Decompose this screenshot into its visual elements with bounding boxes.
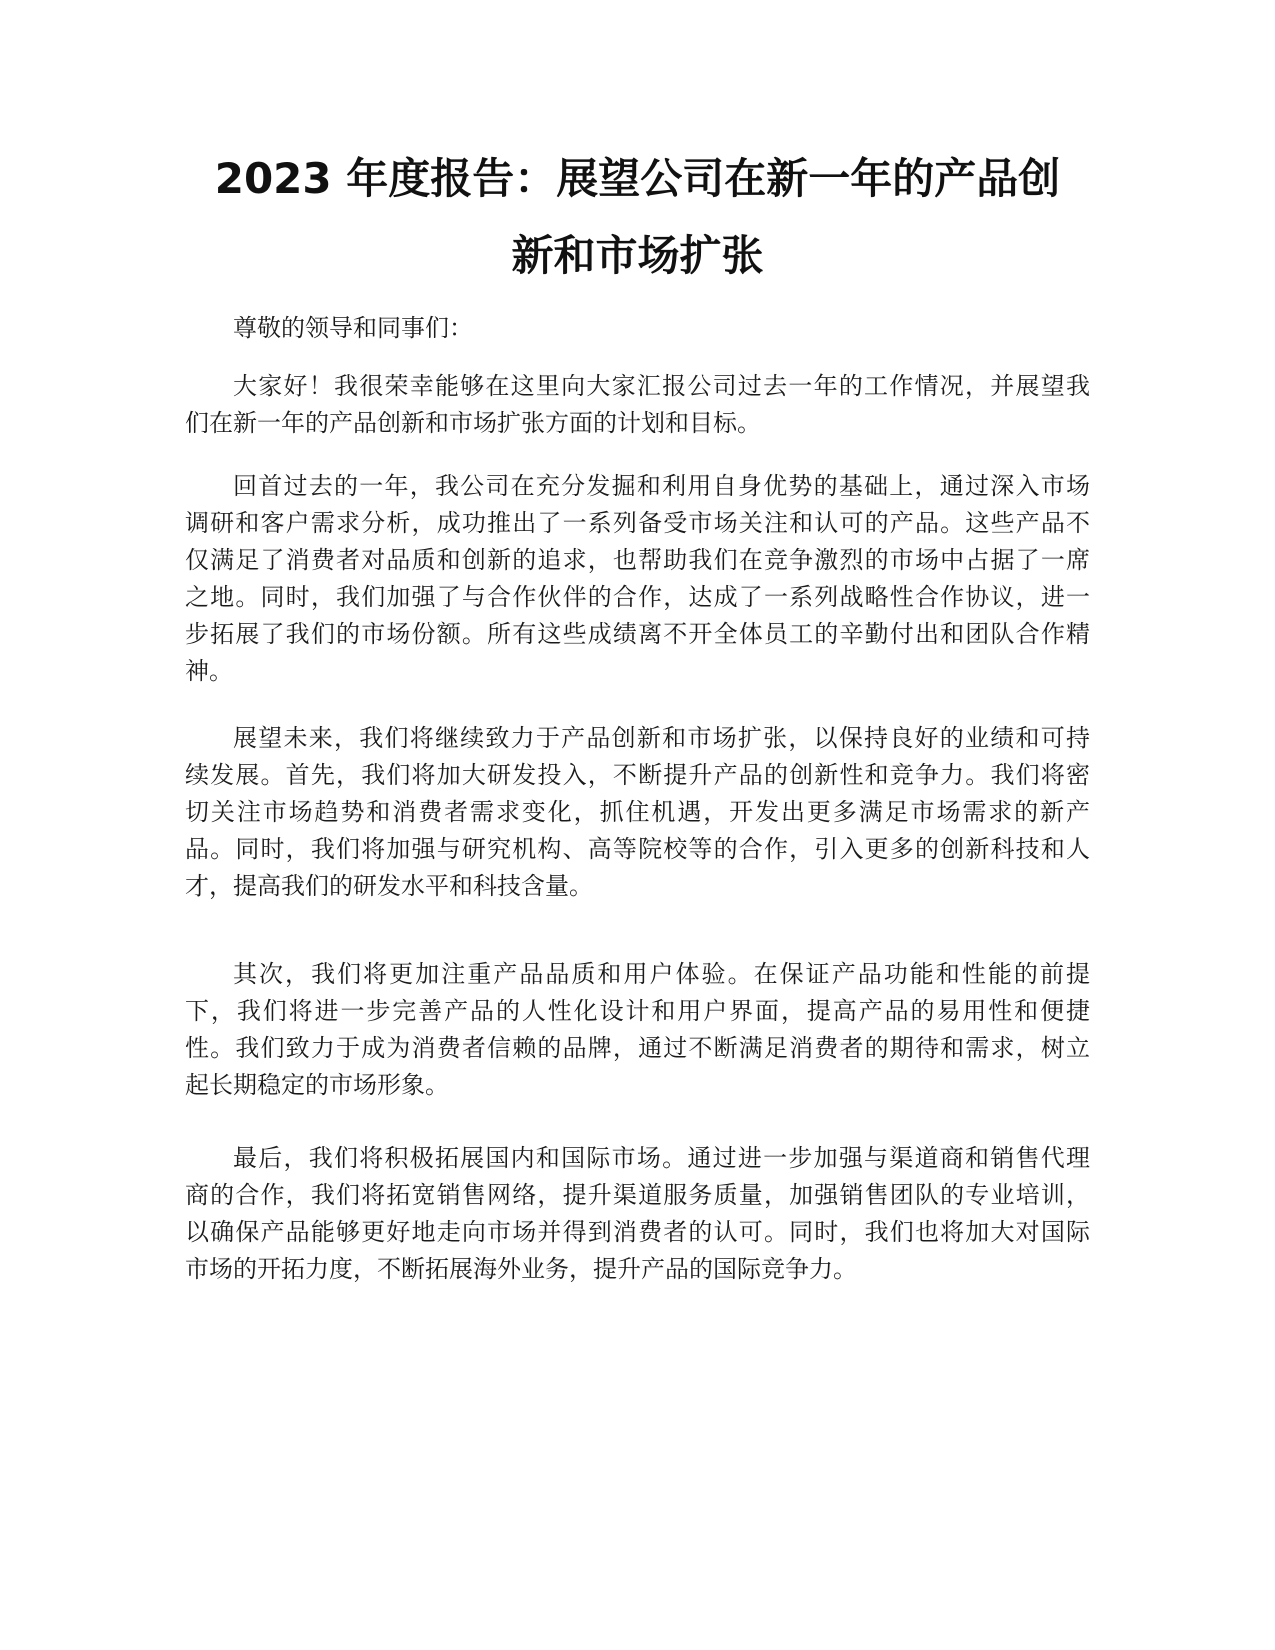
- title-line: 2023 年度报告：展望公司在新一年的产品创: [214, 154, 1061, 203]
- paragraph-line: 调研和客户需求分析，成功推出了一系列备受市场关注和认可的产品。这些产品不: [185, 509, 1090, 537]
- paragraph-line: 展望未来，我们将继续致力于产品创新和市场扩张，以保持良好的业绩和可持: [233, 724, 1090, 752]
- paragraph-line: 步拓展了我们的市场份额。所有这些成绩离不开全体员工的辛勤付出和团队合作精: [185, 620, 1090, 648]
- title-line: 新和市场扩张: [511, 231, 764, 280]
- quality-paragraph: [185, 956, 1090, 1104]
- paragraph-line: 之地。同时，我们加强了与合作伙伴的合作，达成了一系列战略性合作协议，进一: [185, 583, 1090, 611]
- paragraph-line: 性。我们致力于成为消费者信赖的品牌，通过不断满足消费者的期待和需求，树立: [185, 1034, 1090, 1062]
- paragraph-line: 商的合作，我们将拓宽销售网络，提升渠道服务质量，加强销售团队的专业培训，: [185, 1181, 1090, 1209]
- paragraph-line: 以确保产品能够更好地走向市场并得到消费者的认可。同时，我们也将加大对国际: [185, 1218, 1090, 1246]
- greeting-paragraph: [185, 368, 1090, 442]
- paragraph-line: 其次，我们将更加注重产品品质和用户体验。在保证产品功能和性能的前提: [233, 960, 1090, 988]
- paragraph-line: 品。同时，我们将加强与研究机构、高等院校等的合作，引入更多的创新科技和人: [185, 835, 1090, 863]
- paragraph-line: 大家好！我很荣幸能够在这里向大家汇报公司过去一年的工作情况，并展望我: [233, 372, 1090, 400]
- outlook-paragraph: [185, 720, 1090, 905]
- paragraph-line: 续发展。首先，我们将加大研发投入，不断提升产品的创新性和竞争力。我们将密: [185, 761, 1090, 789]
- paragraph-line: 切关注市场趋势和消费者需求变化，抓住机遇，开发出更多满足市场需求的新产: [185, 798, 1090, 826]
- paragraph-line: 仅满足了消费者对品质和创新的追求，也帮助我们在竞争激烈的市场中占据了一席: [185, 546, 1090, 574]
- paragraph-line: 们在新一年的产品创新和市场扩张方面的计划和目标。: [185, 409, 761, 437]
- paragraph-line: 市场的开拓力度，不断拓展海外业务，提升产品的国际竞争力。: [185, 1255, 857, 1283]
- paragraph-line: 最后，我们将积极拓展国内和国际市场。通过进一步加强与渠道商和销售代理: [233, 1144, 1090, 1172]
- paragraph-line: 神。: [185, 657, 233, 685]
- expansion-paragraph: [185, 1140, 1090, 1288]
- paragraph-line: 下，我们将进一步完善产品的人性化设计和用户界面，提高产品的易用性和便捷: [185, 997, 1090, 1025]
- paragraph-line: 回首过去的一年，我公司在充分发掘和利用自身优势的基础上，通过深入市场: [233, 472, 1090, 500]
- salutation-paragraph: [185, 310, 1090, 347]
- paragraph-line: 才，提高我们的研发水平和科技含量。: [185, 872, 593, 900]
- review-paragraph: [185, 468, 1090, 690]
- paragraph-line: 起长期稳定的市场形象。: [185, 1071, 449, 1099]
- document-title: [150, 140, 1125, 294]
- paragraph-line: 尊敬的领导和同事们：: [233, 314, 473, 342]
